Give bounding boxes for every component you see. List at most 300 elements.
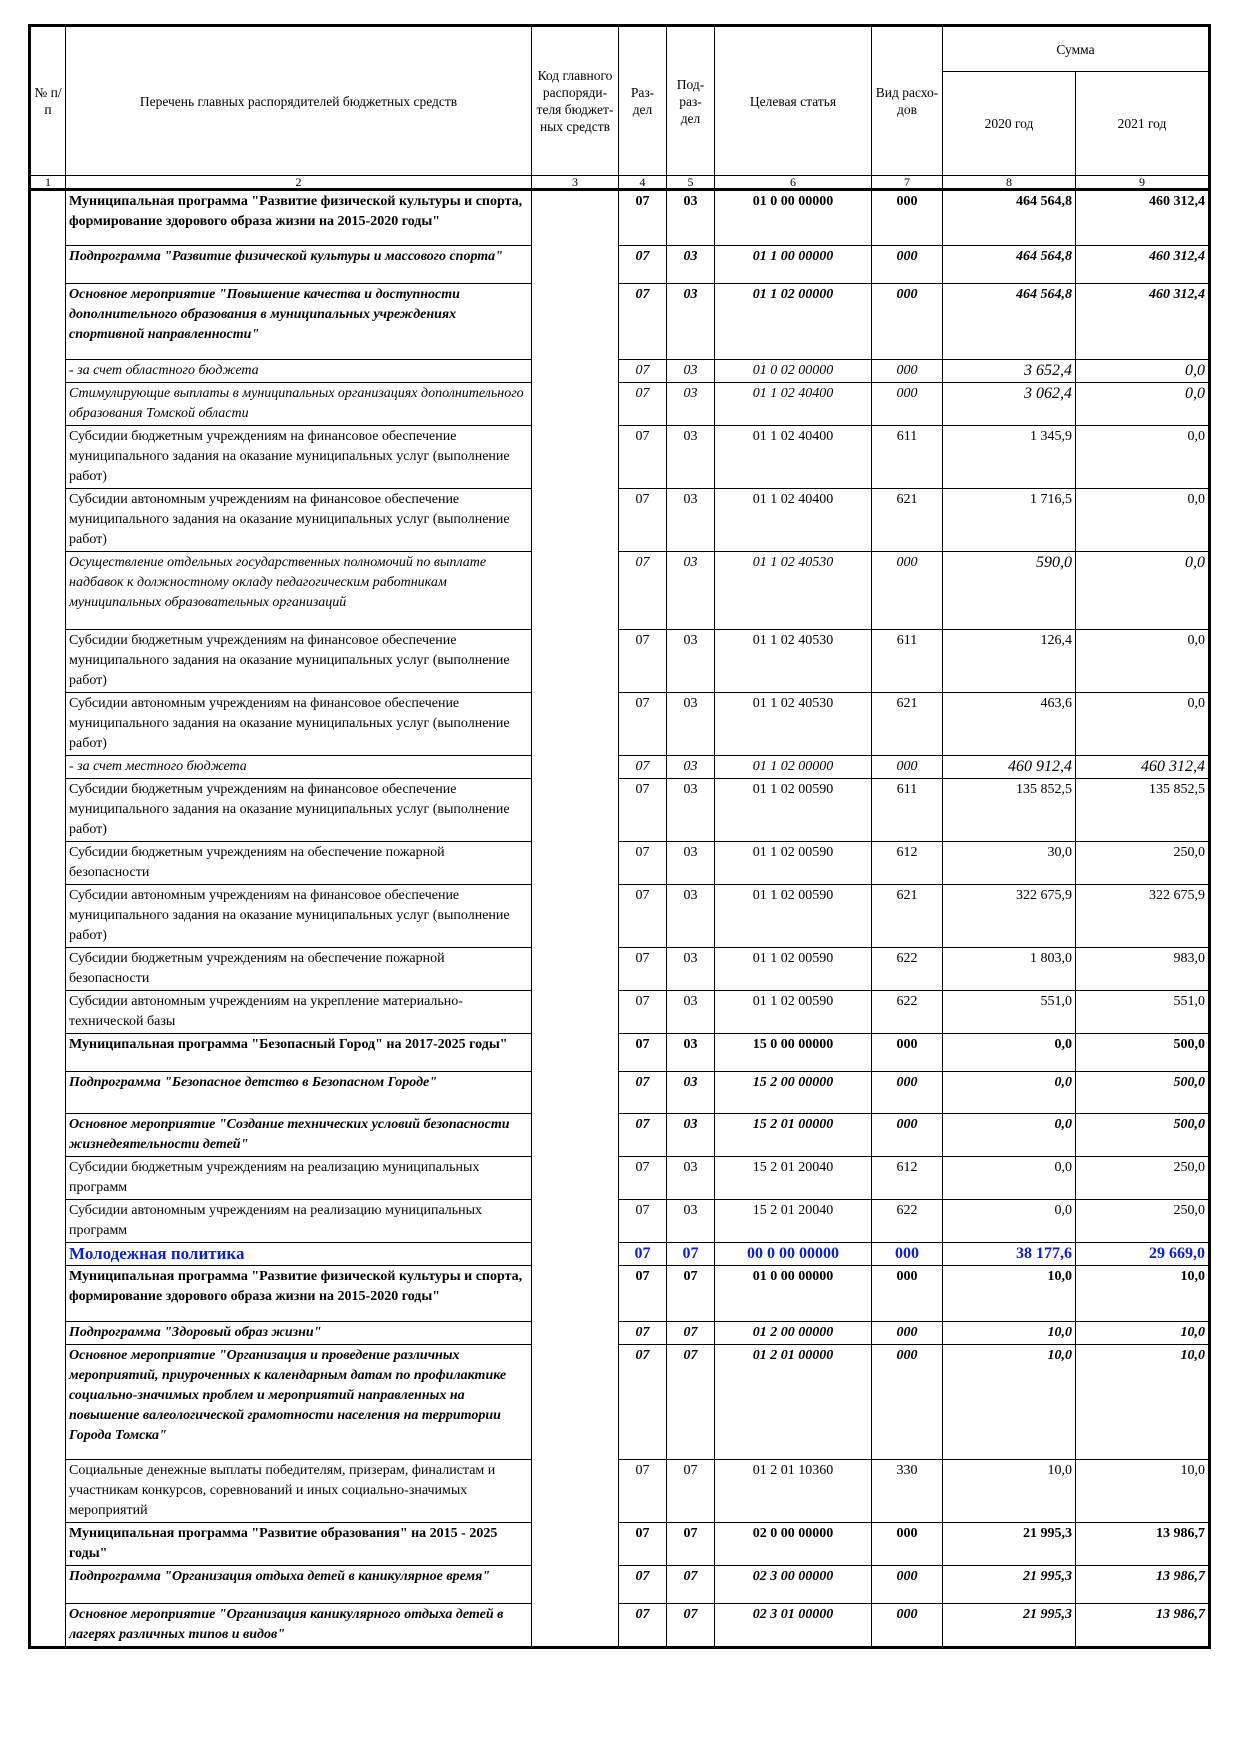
- row-podrazdel: 07: [667, 1604, 715, 1648]
- row-sum-2020: 0,0: [943, 1114, 1076, 1157]
- row-vid: 000: [872, 552, 943, 630]
- table-row: [30, 842, 1210, 885]
- row-sum-2021: 13 986,7: [1076, 1566, 1210, 1604]
- column-number: 8: [943, 176, 1076, 190]
- row-podrazdel: 07: [667, 1566, 715, 1604]
- row-code-cell: [532, 246, 619, 284]
- row-sum-2021: 460 312,4: [1076, 756, 1210, 779]
- row-razdel: 07: [619, 1200, 667, 1243]
- row-num-cell: [30, 1072, 66, 1114]
- row-razdel: 07: [619, 991, 667, 1034]
- row-target: 15 2 01 00000: [715, 1114, 872, 1157]
- row-razdel: 07: [619, 426, 667, 489]
- row-sum-2020: 551,0: [943, 991, 1076, 1034]
- row-num-cell: [30, 1034, 66, 1072]
- row-sum-2020: 590,0: [943, 552, 1076, 630]
- row-name: Субсидии автономным учреждениям на реализацию муниципальных программ: [66, 1200, 532, 1243]
- column-number: 9: [1076, 176, 1210, 190]
- table-row: [30, 1200, 1210, 1243]
- row-name: Основное мероприятие "Организация и проведение различных мероприятий, приуроченных к календарным датам по профилактике социально-значимых проблем и мероприятий направленных на повышение валеологической грамотности населения на территории Города Томска": [66, 1345, 532, 1460]
- row-code-cell: [532, 489, 619, 552]
- row-vid: 000: [872, 360, 943, 383]
- row-name: Муниципальная программа "Развитие образования" на 2015 - 2025 годы": [66, 1523, 532, 1566]
- row-sum-2021: 0,0: [1076, 383, 1210, 426]
- row-sum-2021: 13 986,7: [1076, 1604, 1210, 1648]
- row-vid: 612: [872, 842, 943, 885]
- row-sum-2020: 135 852,5: [943, 779, 1076, 842]
- table-row: [30, 991, 1210, 1034]
- row-razdel: 07: [619, 885, 667, 948]
- row-vid: 000: [872, 1034, 943, 1072]
- row-name: Подпрограмма "Безопасное детство в Безопасном Городе": [66, 1072, 532, 1114]
- row-razdel: 07: [619, 489, 667, 552]
- row-vid: 000: [872, 383, 943, 426]
- row-podrazdel: 03: [667, 383, 715, 426]
- row-num-cell: [30, 1345, 66, 1460]
- row-vid: 000: [872, 1243, 943, 1266]
- column-number: 2: [66, 176, 532, 190]
- row-name: Основное мероприятие "Организация каникулярного отдыха детей в лагерях различных типов и видов": [66, 1604, 532, 1648]
- row-name: Субсидии бюджетным учреждениям на финансовое обеспечение муниципального задания на оказание муниципальных услуг (выполнение работ): [66, 779, 532, 842]
- row-target: 01 1 02 40400: [715, 489, 872, 552]
- row-code-cell: [532, 1114, 619, 1157]
- row-sum-2021: 13 986,7: [1076, 1523, 1210, 1566]
- row-name: Субсидии бюджетным учреждениям на обеспечение пожарной безопасности: [66, 842, 532, 885]
- row-sum-2021: 10,0: [1076, 1322, 1210, 1345]
- row-razdel: 07: [619, 1566, 667, 1604]
- row-sum-2021: 29 669,0: [1076, 1243, 1210, 1266]
- row-code-cell: [532, 1243, 619, 1266]
- table-row: [30, 1322, 1210, 1345]
- table-row: [30, 1345, 1210, 1460]
- row-vid: 611: [872, 779, 943, 842]
- row-razdel: 07: [619, 1072, 667, 1114]
- table-row: [30, 1266, 1210, 1322]
- header-2021: 2021 год: [1076, 72, 1210, 176]
- row-code-cell: [532, 630, 619, 693]
- row-razdel: 07: [619, 190, 667, 246]
- row-name: Муниципальная программа "Безопасный Город" на 2017-2025 годы": [66, 1034, 532, 1072]
- column-number: 7: [872, 176, 943, 190]
- row-num-cell: [30, 630, 66, 693]
- row-podrazdel: 03: [667, 190, 715, 246]
- table-row: [30, 284, 1210, 360]
- row-vid: 000: [872, 284, 943, 360]
- row-sum-2020: 10,0: [943, 1345, 1076, 1460]
- row-podrazdel: 07: [667, 1523, 715, 1566]
- row-vid: 000: [872, 1345, 943, 1460]
- row-podrazdel: 03: [667, 1072, 715, 1114]
- row-sum-2021: 250,0: [1076, 842, 1210, 885]
- row-razdel: 07: [619, 1604, 667, 1648]
- row-podrazdel: 03: [667, 552, 715, 630]
- table-row: [30, 489, 1210, 552]
- row-target: 01 0 02 00000: [715, 360, 872, 383]
- row-code-cell: [532, 885, 619, 948]
- row-sum-2020: 21 995,3: [943, 1523, 1076, 1566]
- header-num: № п/п: [30, 26, 66, 176]
- row-target: 15 2 01 20040: [715, 1200, 872, 1243]
- row-name: Основное мероприятие "Создание технических условий безопасности жизнедеятельности детей": [66, 1114, 532, 1157]
- row-code-cell: [532, 1072, 619, 1114]
- row-code-cell: [532, 1604, 619, 1648]
- table-body: [30, 190, 1210, 1648]
- row-target: 15 2 01 20040: [715, 1157, 872, 1200]
- row-podrazdel: 03: [667, 842, 715, 885]
- table-row: [30, 1072, 1210, 1114]
- row-target: 01 1 02 40400: [715, 426, 872, 489]
- column-number: 1: [30, 176, 66, 190]
- row-sum-2020: 30,0: [943, 842, 1076, 885]
- row-sum-2021: 322 675,9: [1076, 885, 1210, 948]
- table-header: [30, 26, 1210, 190]
- row-num-cell: [30, 1243, 66, 1266]
- row-vid: 622: [872, 948, 943, 991]
- row-target: 15 0 00 00000: [715, 1034, 872, 1072]
- row-target: 01 1 02 00590: [715, 948, 872, 991]
- row-razdel: 07: [619, 842, 667, 885]
- row-sum-2020: 1 803,0: [943, 948, 1076, 991]
- row-name: Субсидии бюджетным учреждениям на реализацию муниципальных программ: [66, 1157, 532, 1200]
- row-vid: 611: [872, 426, 943, 489]
- row-code-cell: [532, 948, 619, 991]
- row-sum-2020: 3 062,4: [943, 383, 1076, 426]
- row-num-cell: [30, 1200, 66, 1243]
- row-sum-2021: 983,0: [1076, 948, 1210, 991]
- table-row: [30, 756, 1210, 779]
- row-sum-2020: 3 652,4: [943, 360, 1076, 383]
- row-target: 01 1 02 40530: [715, 552, 872, 630]
- row-podrazdel: 03: [667, 1034, 715, 1072]
- row-num-cell: [30, 1460, 66, 1523]
- column-number: 5: [667, 176, 715, 190]
- row-num-cell: [30, 842, 66, 885]
- table-row: [30, 779, 1210, 842]
- table-row: [30, 1566, 1210, 1604]
- row-podrazdel: 03: [667, 885, 715, 948]
- column-number: 3: [532, 176, 619, 190]
- row-code-cell: [532, 426, 619, 489]
- row-code-cell: [532, 284, 619, 360]
- row-code-cell: [532, 1157, 619, 1200]
- row-sum-2021: 460 312,4: [1076, 246, 1210, 284]
- row-sum-2020: 0,0: [943, 1157, 1076, 1200]
- row-num-cell: [30, 1157, 66, 1200]
- row-target: 01 1 02 00590: [715, 885, 872, 948]
- row-target: 01 2 00 00000: [715, 1322, 872, 1345]
- row-podrazdel: 07: [667, 1460, 715, 1523]
- row-sum-2021: 250,0: [1076, 1200, 1210, 1243]
- row-num-cell: [30, 1266, 66, 1322]
- row-sum-2021: 0,0: [1076, 426, 1210, 489]
- row-target: 01 0 00 00000: [715, 1266, 872, 1322]
- row-target: 01 1 02 00000: [715, 284, 872, 360]
- row-podrazdel: 03: [667, 246, 715, 284]
- row-sum-2020: 322 675,9: [943, 885, 1076, 948]
- row-name: Субсидии автономным учреждениям на финансовое обеспечение муниципального задания на оказание муниципальных услуг (выполнение работ): [66, 693, 532, 756]
- row-target: 01 1 02 40530: [715, 630, 872, 693]
- row-name: Основное мероприятие "Повышение качества и доступности дополнительного образования в муниципальных учреждениях спортивной направленности": [66, 284, 532, 360]
- row-num-cell: [30, 489, 66, 552]
- row-vid: 612: [872, 1157, 943, 1200]
- row-razdel: 07: [619, 1243, 667, 1266]
- row-code-cell: [532, 1523, 619, 1566]
- row-num-cell: [30, 552, 66, 630]
- row-sum-2021: 250,0: [1076, 1157, 1210, 1200]
- row-sum-2020: 0,0: [943, 1072, 1076, 1114]
- row-podrazdel: 03: [667, 991, 715, 1034]
- row-sum-2021: 460 312,4: [1076, 284, 1210, 360]
- row-razdel: 07: [619, 246, 667, 284]
- table-row: [30, 426, 1210, 489]
- row-podrazdel: 03: [667, 1200, 715, 1243]
- row-target: 01 2 01 00000: [715, 1345, 872, 1460]
- row-sum-2021: 10,0: [1076, 1345, 1210, 1460]
- table-row: [30, 885, 1210, 948]
- row-num-cell: [30, 190, 66, 246]
- row-razdel: 07: [619, 948, 667, 991]
- row-target: 01 1 02 40530: [715, 693, 872, 756]
- table-row: [30, 630, 1210, 693]
- row-sum-2020: 463,6: [943, 693, 1076, 756]
- row-code-cell: [532, 991, 619, 1034]
- row-name: Субсидии автономным учреждениям на финансовое обеспечение муниципального задания на оказание муниципальных услуг (выполнение работ): [66, 885, 532, 948]
- row-num-cell: [30, 779, 66, 842]
- row-sum-2020: 126,4: [943, 630, 1076, 693]
- budget-table: [28, 24, 1211, 1649]
- row-code-cell: [532, 1034, 619, 1072]
- row-num-cell: [30, 1604, 66, 1648]
- row-sum-2020: 464 564,8: [943, 284, 1076, 360]
- row-podrazdel: 07: [667, 1266, 715, 1322]
- row-code-cell: [532, 1566, 619, 1604]
- row-name: Стимулирующие выплаты в муниципальных организациях дополнительного образования Томской области: [66, 383, 532, 426]
- row-sum-2020: 464 564,8: [943, 246, 1076, 284]
- row-name: Социальные денежные выплаты победителям, призерам, финалистам и участникам конкурсов, соревнований и иных социально-значимых мероприятий: [66, 1460, 532, 1523]
- row-podrazdel: 03: [667, 779, 715, 842]
- row-podrazdel: 03: [667, 489, 715, 552]
- row-num-cell: [30, 284, 66, 360]
- row-razdel: 07: [619, 779, 667, 842]
- row-sum-2020: 460 912,4: [943, 756, 1076, 779]
- row-sum-2020: 38 177,6: [943, 1243, 1076, 1266]
- row-podrazdel: 07: [667, 1243, 715, 1266]
- table-row: [30, 190, 1210, 246]
- row-sum-2020: 1 716,5: [943, 489, 1076, 552]
- row-razdel: 07: [619, 383, 667, 426]
- row-name: Подпрограмма "Организация отдыха детей в каникулярное время": [66, 1566, 532, 1604]
- row-podrazdel: 03: [667, 360, 715, 383]
- row-vid: 621: [872, 693, 943, 756]
- row-name: Осуществление отдельных государственных полномочий по выплате надбавок к должностному окладу педагогическим работникам муниципальных образовательных организаций: [66, 552, 532, 630]
- row-vid: 000: [872, 1072, 943, 1114]
- table-row: [30, 552, 1210, 630]
- row-razdel: 07: [619, 1034, 667, 1072]
- budget-document: [28, 24, 1208, 1649]
- row-target: 15 2 00 00000: [715, 1072, 872, 1114]
- row-name: - за счет местного бюджета: [66, 756, 532, 779]
- row-code-cell: [532, 1266, 619, 1322]
- row-razdel: 07: [619, 1322, 667, 1345]
- row-sum-2021: 10,0: [1076, 1266, 1210, 1322]
- row-vid: 621: [872, 885, 943, 948]
- row-name: Молодежная политика: [66, 1243, 532, 1266]
- header-2020: 2020 год: [943, 72, 1076, 176]
- row-sum-2020: 21 995,3: [943, 1604, 1076, 1648]
- row-name: Субсидии бюджетным учреждениям на финансовое обеспечение муниципального задания на оказание муниципальных услуг (выполнение работ): [66, 630, 532, 693]
- row-target: 01 1 02 00590: [715, 779, 872, 842]
- row-razdel: 07: [619, 693, 667, 756]
- row-sum-2021: 0,0: [1076, 552, 1210, 630]
- column-number: 6: [715, 176, 872, 190]
- row-sum-2021: 0,0: [1076, 693, 1210, 756]
- row-podrazdel: 03: [667, 756, 715, 779]
- row-code-cell: [532, 779, 619, 842]
- row-sum-2021: 551,0: [1076, 991, 1210, 1034]
- row-razdel: 07: [619, 1114, 667, 1157]
- table-row: [30, 693, 1210, 756]
- row-sum-2021: 0,0: [1076, 630, 1210, 693]
- row-code-cell: [532, 1200, 619, 1243]
- row-code-cell: [532, 1460, 619, 1523]
- row-razdel: 07: [619, 1460, 667, 1523]
- row-vid: 000: [872, 1114, 943, 1157]
- row-num-cell: [30, 360, 66, 383]
- row-razdel: 07: [619, 1345, 667, 1460]
- row-num-cell: [30, 1322, 66, 1345]
- row-target: 01 1 02 00000: [715, 756, 872, 779]
- row-podrazdel: 03: [667, 1114, 715, 1157]
- row-target: 02 3 01 00000: [715, 1604, 872, 1648]
- row-target: 01 1 02 00590: [715, 842, 872, 885]
- row-target: 01 1 02 00590: [715, 991, 872, 1034]
- row-sum-2020: 0,0: [943, 1034, 1076, 1072]
- row-code-cell: [532, 1345, 619, 1460]
- row-podrazdel: 07: [667, 1322, 715, 1345]
- row-sum-2020: 0,0: [943, 1200, 1076, 1243]
- row-podrazdel: 03: [667, 1157, 715, 1200]
- table-row: [30, 1157, 1210, 1200]
- row-vid: 622: [872, 1200, 943, 1243]
- row-code-cell: [532, 360, 619, 383]
- row-num-cell: [30, 1566, 66, 1604]
- row-target: 01 1 00 00000: [715, 246, 872, 284]
- row-code-cell: [532, 1322, 619, 1345]
- row-vid: 000: [872, 190, 943, 246]
- row-name: Субсидии автономным учреждениям на укрепление материально-технической базы: [66, 991, 532, 1034]
- row-code-cell: [532, 190, 619, 246]
- header-sum: Сумма: [943, 26, 1210, 72]
- header-target: Целевая статья: [715, 26, 872, 176]
- row-name: Муниципальная программа "Развитие физической культуры и спорта, формирование здорового образа жизни на 2015-2020 годы": [66, 190, 532, 246]
- row-vid: 330: [872, 1460, 943, 1523]
- row-code-cell: [532, 552, 619, 630]
- header-code: Код главного распоряди-теля бюджет-ных средств: [532, 26, 619, 176]
- row-target: 01 1 02 40400: [715, 383, 872, 426]
- row-podrazdel: 03: [667, 284, 715, 360]
- row-target: 01 0 00 00000: [715, 190, 872, 246]
- row-code-cell: [532, 693, 619, 756]
- row-target: 02 0 00 00000: [715, 1523, 872, 1566]
- row-razdel: 07: [619, 552, 667, 630]
- row-razdel: 07: [619, 1523, 667, 1566]
- row-num-cell: [30, 383, 66, 426]
- row-razdel: 07: [619, 284, 667, 360]
- row-podrazdel: 03: [667, 426, 715, 489]
- table-row: [30, 1243, 1210, 1266]
- row-sum-2021: 10,0: [1076, 1460, 1210, 1523]
- row-vid: 000: [872, 1322, 943, 1345]
- row-razdel: 07: [619, 630, 667, 693]
- row-vid: 611: [872, 630, 943, 693]
- row-vid: 621: [872, 489, 943, 552]
- row-sum-2021: 500,0: [1076, 1114, 1210, 1157]
- row-razdel: 07: [619, 756, 667, 779]
- row-name: Субсидии автономным учреждениям на финансовое обеспечение муниципального задания на оказание муниципальных услуг (выполнение работ): [66, 489, 532, 552]
- row-razdel: 07: [619, 1157, 667, 1200]
- column-number: 4: [619, 176, 667, 190]
- row-code-cell: [532, 756, 619, 779]
- table-row: [30, 1034, 1210, 1072]
- row-sum-2021: 135 852,5: [1076, 779, 1210, 842]
- row-num-cell: [30, 1523, 66, 1566]
- row-num-cell: [30, 991, 66, 1034]
- row-sum-2020: 1 345,9: [943, 426, 1076, 489]
- header-razdel: Раз-дел: [619, 26, 667, 176]
- row-num-cell: [30, 1114, 66, 1157]
- table-row: [30, 948, 1210, 991]
- header-podrazdel: Под-раз-дел: [667, 26, 715, 176]
- table-row: [30, 1523, 1210, 1566]
- row-name: - за счет областного бюджета: [66, 360, 532, 383]
- table-row: [30, 246, 1210, 284]
- row-name: Подпрограмма "Развитие физической культуры и массового спорта": [66, 246, 532, 284]
- header-name: Перечень главных распорядителей бюджетных средств: [66, 26, 532, 176]
- row-podrazdel: 03: [667, 630, 715, 693]
- row-sum-2020: 21 995,3: [943, 1566, 1076, 1604]
- row-num-cell: [30, 426, 66, 489]
- row-razdel: 07: [619, 360, 667, 383]
- row-vid: 622: [872, 991, 943, 1034]
- row-target: 01 2 01 10360: [715, 1460, 872, 1523]
- row-sum-2021: 0,0: [1076, 489, 1210, 552]
- row-vid: 000: [872, 1566, 943, 1604]
- row-vid: 000: [872, 1266, 943, 1322]
- row-vid: 000: [872, 1604, 943, 1648]
- row-sum-2020: 10,0: [943, 1266, 1076, 1322]
- row-vid: 000: [872, 756, 943, 779]
- row-name: Муниципальная программа "Развитие физической культуры и спорта, формирование здорового образа жизни на 2015-2020 годы": [66, 1266, 532, 1322]
- row-name: Субсидии бюджетным учреждениям на обеспечение пожарной безопасности: [66, 948, 532, 991]
- row-podrazdel: 03: [667, 948, 715, 991]
- row-target: 02 3 00 00000: [715, 1566, 872, 1604]
- row-target: 00 0 00 00000: [715, 1243, 872, 1266]
- row-num-cell: [30, 693, 66, 756]
- header-vid: Вид расхо-дов: [872, 26, 943, 176]
- row-num-cell: [30, 948, 66, 991]
- row-vid: 000: [872, 1523, 943, 1566]
- row-code-cell: [532, 842, 619, 885]
- table-row: [30, 383, 1210, 426]
- row-code-cell: [532, 383, 619, 426]
- row-podrazdel: 07: [667, 1345, 715, 1460]
- row-sum-2020: 10,0: [943, 1322, 1076, 1345]
- table-row: [30, 1114, 1210, 1157]
- row-name: Субсидии бюджетным учреждениям на финансовое обеспечение муниципального задания на оказание муниципальных услуг (выполнение работ): [66, 426, 532, 489]
- table-row: [30, 1460, 1210, 1523]
- row-sum-2021: 500,0: [1076, 1072, 1210, 1114]
- row-num-cell: [30, 885, 66, 948]
